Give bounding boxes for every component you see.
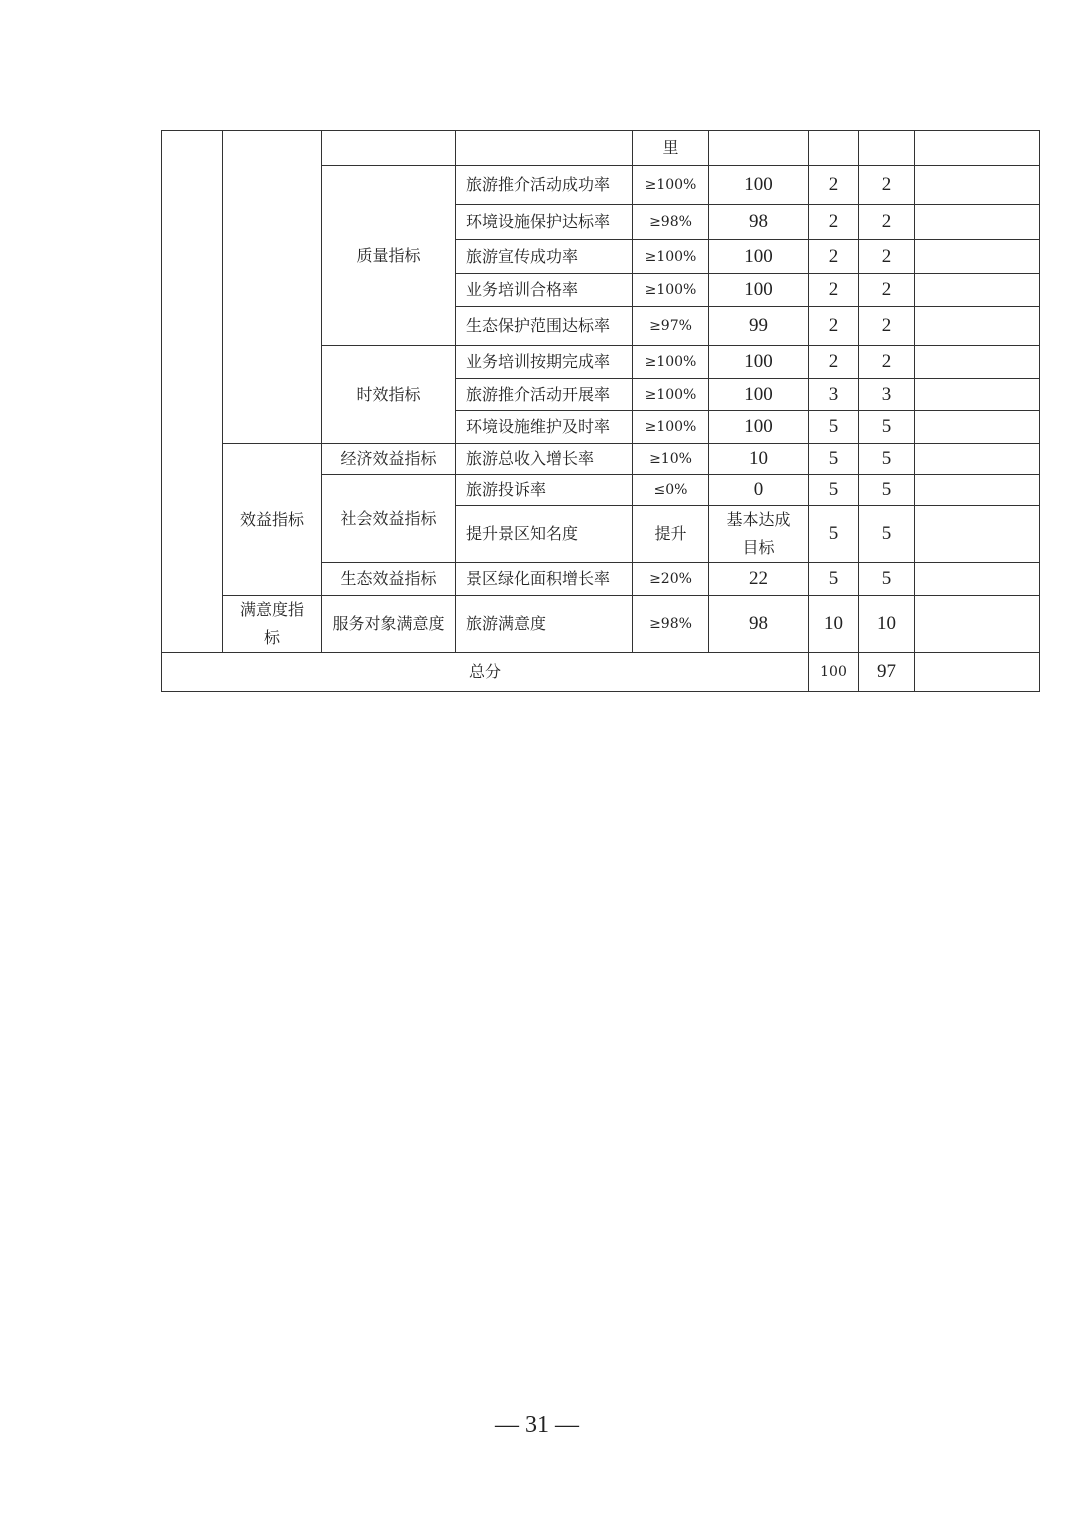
remark-cell xyxy=(915,274,1040,307)
satisfaction-sub-label: 服务对象满意度 xyxy=(322,596,456,653)
weight-cell: 5 xyxy=(809,411,859,444)
indicator-cell: 旅游推介活动成功率 xyxy=(456,166,633,205)
actual-cell: 22 xyxy=(709,563,809,596)
target-cell: ≥98% xyxy=(633,205,709,240)
remark-cell xyxy=(915,379,1040,411)
target-cell: ≥100% xyxy=(633,166,709,205)
remark-cell xyxy=(915,653,1040,692)
target-cell: ≥100% xyxy=(633,240,709,274)
score-cell: 5 xyxy=(859,475,915,506)
table-row xyxy=(162,131,1040,166)
score-cell: 10 xyxy=(859,596,915,653)
category-cell-blank xyxy=(162,131,223,653)
weight-cell: 2 xyxy=(809,307,859,346)
remark-cell xyxy=(915,444,1040,475)
target-cell: ≥98% xyxy=(633,596,709,653)
actual-cell: 10 xyxy=(709,444,809,475)
weight-cell: 2 xyxy=(809,240,859,274)
remark-cell xyxy=(915,205,1040,240)
remark-cell xyxy=(915,506,1040,563)
actual-cell: 100 xyxy=(709,411,809,444)
score-cell: 5 xyxy=(859,506,915,563)
indicator-cell: 生态保护范围达标率 xyxy=(456,307,633,346)
weight-cell: 5 xyxy=(809,563,859,596)
score-cell: 2 xyxy=(859,240,915,274)
total-score: 97 xyxy=(859,653,915,692)
weight-cell: 3 xyxy=(809,379,859,411)
remark-cell xyxy=(915,411,1040,444)
level1-cell-blank xyxy=(223,131,322,444)
remark-cell xyxy=(915,563,1040,596)
indicator-cell: 旅游宣传成功率 xyxy=(456,240,633,274)
score-cell: 2 xyxy=(859,274,915,307)
score-cell: 3 xyxy=(859,379,915,411)
indicator-cell: 旅游投诉率 xyxy=(456,475,633,506)
remark-cell xyxy=(915,346,1040,379)
level2-cell-blank xyxy=(322,131,456,166)
actual-cell: 98 xyxy=(709,205,809,240)
indicator-cell-blank xyxy=(456,131,633,166)
weight-cell: 5 xyxy=(809,506,859,563)
weight-cell: 5 xyxy=(809,444,859,475)
actual-cell: 100 xyxy=(709,346,809,379)
indicator-cell: 环境设施维护及时率 xyxy=(456,411,633,444)
total-row xyxy=(162,653,1040,692)
indicator-cell: 业务培训按期完成率 xyxy=(456,346,633,379)
target-cell: ≥100% xyxy=(633,346,709,379)
performance-table xyxy=(161,130,1040,692)
target-cell: ≥10% xyxy=(633,444,709,475)
actual-cell-blank xyxy=(709,131,809,166)
table-row xyxy=(162,444,1040,475)
weight-cell: 2 xyxy=(809,166,859,205)
benefit-label: 效益指标 xyxy=(223,444,322,596)
indicator-cell: 旅游推介活动开展率 xyxy=(456,379,633,411)
economic-label: 经济效益指标 xyxy=(322,444,456,475)
target-cell: ≥97% xyxy=(633,307,709,346)
satisfaction-label: 满意度指标 xyxy=(223,596,322,653)
target-cell: ≤0% xyxy=(633,475,709,506)
actual-cell: 基本达成目标 xyxy=(709,506,809,563)
target-cell: ≥100% xyxy=(633,411,709,444)
timeliness-label: 时效指标 xyxy=(322,346,456,444)
actual-cell: 98 xyxy=(709,596,809,653)
remark-cell xyxy=(915,307,1040,346)
remark-cell xyxy=(915,596,1040,653)
remark-cell xyxy=(915,475,1040,506)
indicator-cell: 提升景区知名度 xyxy=(456,506,633,563)
score-cell-blank xyxy=(859,131,915,166)
weight-cell: 5 xyxy=(809,475,859,506)
target-cell: 提升 xyxy=(633,506,709,563)
remark-cell xyxy=(915,131,1040,166)
unit-cell: 里 xyxy=(633,131,709,166)
weight-cell-blank xyxy=(809,131,859,166)
social-label: 社会效益指标 xyxy=(322,475,456,563)
actual-cell: 100 xyxy=(709,274,809,307)
table-row xyxy=(162,596,1040,653)
score-cell: 2 xyxy=(859,346,915,379)
weight-cell: 2 xyxy=(809,205,859,240)
target-cell: ≥100% xyxy=(633,274,709,307)
total-label: 总分 xyxy=(162,653,809,692)
actual-cell: 0 xyxy=(709,475,809,506)
score-cell: 5 xyxy=(859,411,915,444)
actual-cell: 100 xyxy=(709,240,809,274)
page-number: — 31 — xyxy=(495,1412,579,1438)
remark-cell xyxy=(915,240,1040,274)
score-cell: 2 xyxy=(859,307,915,346)
target-cell: ≥20% xyxy=(633,563,709,596)
quality-label: 质量指标 xyxy=(322,166,456,346)
score-cell: 5 xyxy=(859,444,915,475)
remark-cell xyxy=(915,166,1040,205)
weight-cell: 2 xyxy=(809,346,859,379)
actual-cell: 100 xyxy=(709,166,809,205)
indicator-cell: 环境设施保护达标率 xyxy=(456,205,633,240)
target-cell: ≥100% xyxy=(633,379,709,411)
weight-cell: 2 xyxy=(809,274,859,307)
weight-cell: 10 xyxy=(809,596,859,653)
actual-cell: 100 xyxy=(709,379,809,411)
indicator-cell: 景区绿化面积增长率 xyxy=(456,563,633,596)
total-weight: 100 xyxy=(809,653,859,692)
actual-cell: 99 xyxy=(709,307,809,346)
score-cell: 5 xyxy=(859,563,915,596)
indicator-cell: 业务培训合格率 xyxy=(456,274,633,307)
score-cell: 2 xyxy=(859,205,915,240)
ecological-label: 生态效益指标 xyxy=(322,563,456,596)
score-cell: 2 xyxy=(859,166,915,205)
indicator-cell: 旅游满意度 xyxy=(456,596,633,653)
indicator-cell: 旅游总收入增长率 xyxy=(456,444,633,475)
